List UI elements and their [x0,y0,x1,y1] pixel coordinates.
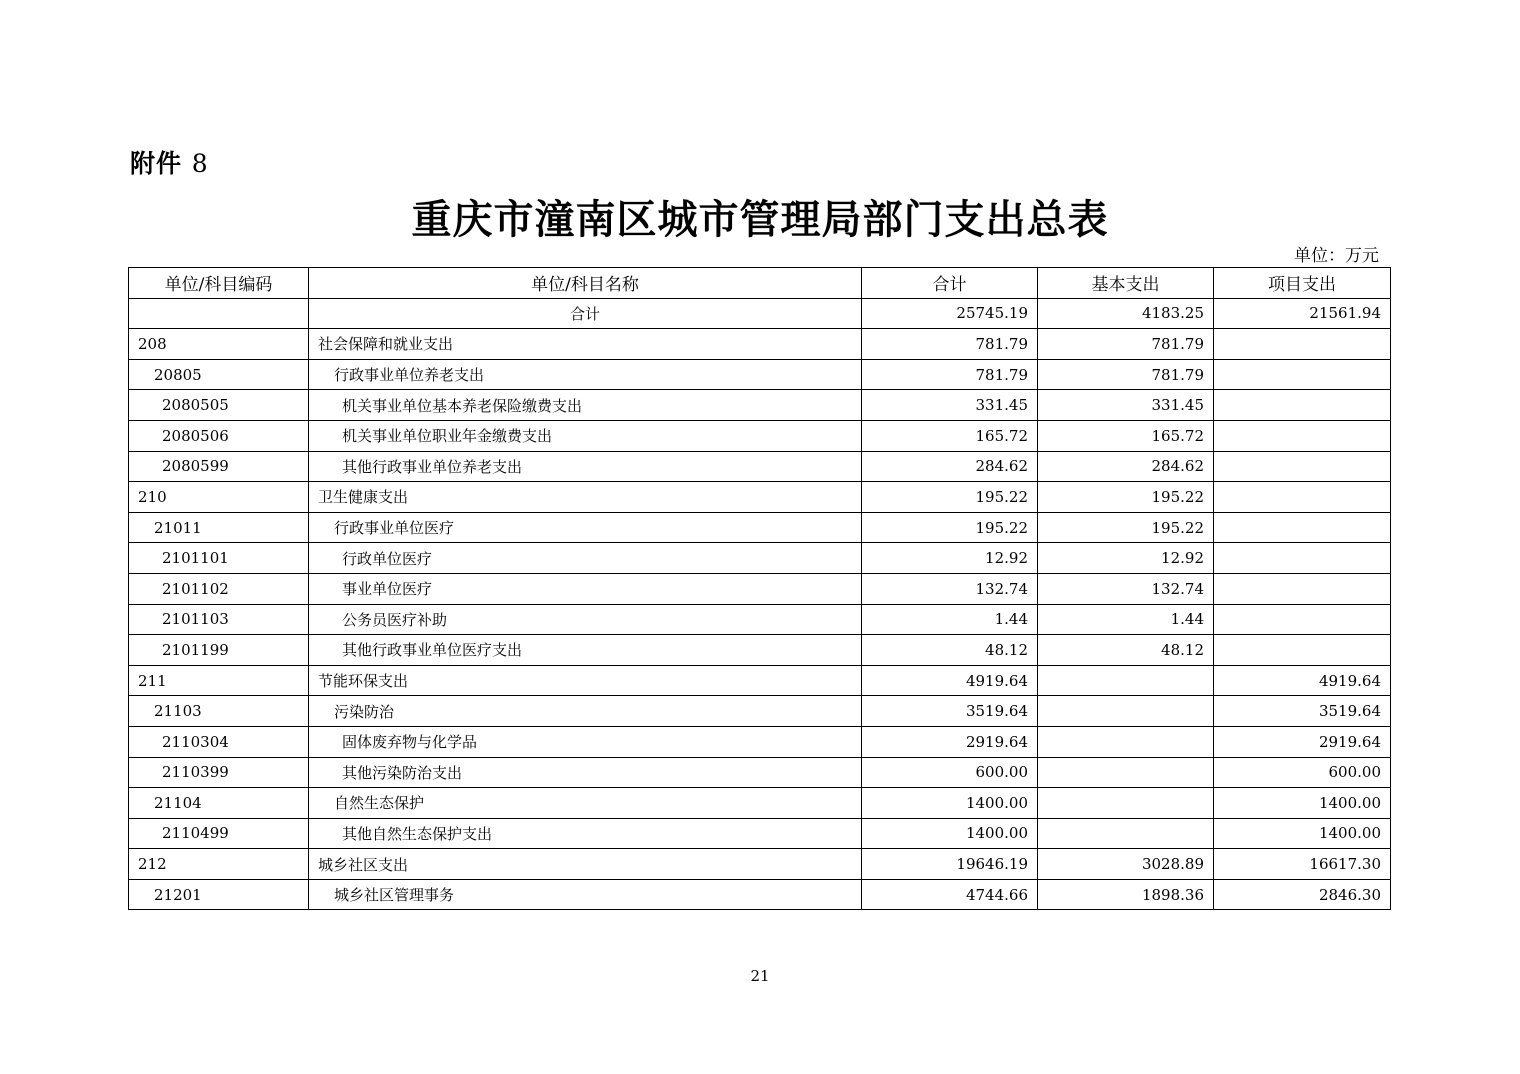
header-code: 单位/科目编码 [129,268,309,299]
cell-name: 机关事业单位基本养老保险缴费支出 [309,390,862,421]
cell-name: 其他行政事业单位养老支出 [309,451,862,482]
cell-project [1214,359,1391,390]
cell-name: 固体废弃物与化学品 [309,726,862,757]
cell-code: 211 [129,665,309,696]
cell-total: 1400.00 [862,788,1038,819]
cell-project [1214,420,1391,451]
cell-code: 20805 [129,359,309,390]
cell-project: 3519.64 [1214,696,1391,727]
cell-name: 事业单位医疗 [309,573,862,604]
cell-total: 12.92 [862,543,1038,574]
cell-name: 污染防治 [309,696,862,727]
cell-total: 195.22 [862,482,1038,513]
cell-basic: 331.45 [1038,390,1214,421]
annex-label [130,144,209,180]
cell-name: 其他自然生态保护支出 [309,818,862,849]
cell-total: 1400.00 [862,818,1038,849]
cell-name: 合计 [309,298,862,329]
cell-basic: 4183.25 [1038,298,1214,329]
page-number: 21 [750,967,770,985]
cell-project [1214,451,1391,482]
cell-project: 4919.64 [1214,665,1391,696]
cell-code: 212 [129,849,309,880]
cell-total: 19646.19 [862,849,1038,880]
cell-total: 4744.66 [862,879,1038,910]
cell-code: 2101102 [129,573,309,604]
cell-basic: 48.12 [1038,635,1214,666]
table-row [129,696,1391,727]
cell-name: 城乡社区支出 [309,849,862,880]
cell-total: 132.74 [862,573,1038,604]
cell-code: 210 [129,482,309,513]
cell-basic: 195.22 [1038,512,1214,543]
cell-basic: 165.72 [1038,420,1214,451]
cell-project [1214,543,1391,574]
cell-total: 2919.64 [862,726,1038,757]
cell-name: 其他污染防治支出 [309,757,862,788]
table-row [129,390,1391,421]
cell-code: 2080506 [129,420,309,451]
cell-project: 1400.00 [1214,818,1391,849]
total-row [129,298,1391,329]
cell-basic [1038,818,1214,849]
cell-basic: 1.44 [1038,604,1214,635]
cell-total: 1.44 [862,604,1038,635]
header-name: 单位/科目名称 [309,268,862,299]
cell-total: 4919.64 [862,665,1038,696]
header-project: 项目支出 [1214,268,1391,299]
cell-project: 600.00 [1214,757,1391,788]
cell-code: 21011 [129,512,309,543]
cell-basic [1038,665,1214,696]
cell-project [1214,329,1391,360]
cell-code: 2110304 [129,726,309,757]
table-row [129,359,1391,390]
cell-basic: 132.74 [1038,573,1214,604]
cell-code: 21103 [129,696,309,727]
cell-basic: 12.92 [1038,543,1214,574]
cell-code: 21104 [129,788,309,819]
table-row [129,757,1391,788]
cell-code: 2110399 [129,757,309,788]
cell-basic [1038,757,1214,788]
cell-basic: 1898.36 [1038,879,1214,910]
table-row [129,818,1391,849]
cell-name: 节能环保支出 [309,665,862,696]
cell-name: 行政事业单位养老支出 [309,359,862,390]
cell-total: 3519.64 [862,696,1038,727]
cell-code: 21201 [129,879,309,910]
cell-name: 社会保障和就业支出 [309,329,862,360]
cell-name: 机关事业单位职业年金缴费支出 [309,420,862,451]
cell-code: 2101103 [129,604,309,635]
table-row [129,573,1391,604]
cell-basic: 195.22 [1038,482,1214,513]
cell-code: 2101101 [129,543,309,574]
cell-project [1214,604,1391,635]
cell-project [1214,512,1391,543]
cell-total: 48.12 [862,635,1038,666]
table-row [129,635,1391,666]
header-total: 合计 [862,268,1038,299]
cell-name: 城乡社区管理事务 [309,879,862,910]
cell-basic: 781.79 [1038,329,1214,360]
cell-code [129,298,309,329]
table-row [129,726,1391,757]
table-row [129,604,1391,635]
table-row [129,849,1391,880]
cell-project: 21561.94 [1214,298,1391,329]
cell-basic: 781.79 [1038,359,1214,390]
cell-project: 2846.30 [1214,879,1391,910]
annex-text: 附件 [130,149,183,178]
cell-name: 行政单位医疗 [309,543,862,574]
cell-total: 331.45 [862,390,1038,421]
table-row [129,512,1391,543]
table-row [129,482,1391,513]
cell-project [1214,390,1391,421]
cell-basic [1038,696,1214,727]
table-header-row [129,268,1391,299]
cell-total: 284.62 [862,451,1038,482]
annex-number: 8 [191,149,209,178]
cell-basic: 3028.89 [1038,849,1214,880]
cell-code: 2080505 [129,390,309,421]
cell-project [1214,635,1391,666]
cell-total: 781.79 [862,329,1038,360]
cell-basic: 284.62 [1038,451,1214,482]
page-title: 重庆市潼南区城市管理局部门支出总表 [411,196,1109,243]
cell-name: 行政事业单位医疗 [309,512,862,543]
unit-label: 单位：万元 [1294,246,1379,266]
cell-total: 600.00 [862,757,1038,788]
expenditure-table [128,267,1391,910]
cell-total: 25745.19 [862,298,1038,329]
cell-project: 2919.64 [1214,726,1391,757]
table-row [129,451,1391,482]
table-row [129,665,1391,696]
table-row [129,788,1391,819]
cell-project [1214,482,1391,513]
cell-code: 2110499 [129,818,309,849]
cell-project: 1400.00 [1214,788,1391,819]
table-row [129,879,1391,910]
cell-code: 208 [129,329,309,360]
cell-project [1214,573,1391,604]
header-basic: 基本支出 [1038,268,1214,299]
table-row [129,420,1391,451]
cell-name: 自然生态保护 [309,788,862,819]
cell-name: 其他行政事业单位医疗支出 [309,635,862,666]
table-row [129,329,1391,360]
cell-basic [1038,726,1214,757]
cell-name: 卫生健康支出 [309,482,862,513]
cell-project: 16617.30 [1214,849,1391,880]
table-row [129,543,1391,574]
cell-code: 2101199 [129,635,309,666]
cell-total: 165.72 [862,420,1038,451]
cell-total: 195.22 [862,512,1038,543]
cell-code: 2080599 [129,451,309,482]
cell-total: 781.79 [862,359,1038,390]
cell-name: 公务员医疗补助 [309,604,862,635]
cell-basic [1038,788,1214,819]
